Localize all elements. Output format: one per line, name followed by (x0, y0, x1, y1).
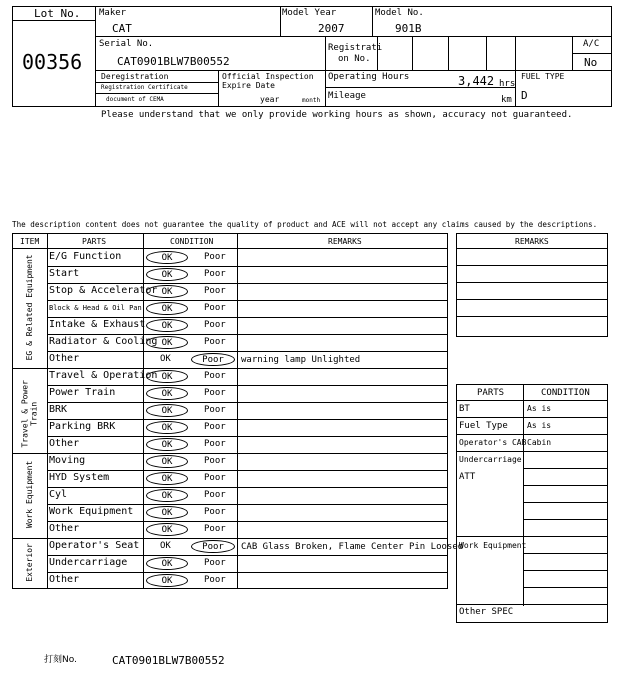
cema-label: document of CEMA (106, 96, 164, 103)
poor-option: Poor (204, 303, 226, 313)
row-divider (456, 299, 608, 300)
ok-option: OK (160, 541, 171, 551)
divider (448, 36, 449, 70)
remarks-header: REMARKS (328, 237, 362, 246)
row-divider (47, 334, 448, 335)
part-name: Other (49, 438, 80, 449)
operating-hours-label: Operating Hours (328, 72, 410, 82)
divider (218, 70, 219, 107)
row-divider (12, 368, 448, 369)
ok-option: OK (146, 489, 188, 502)
ac-value: No (584, 56, 598, 69)
part-name: Stop & Accelerator (49, 285, 158, 296)
row-divider (12, 453, 448, 454)
part-name: Moving (49, 455, 86, 466)
divider (95, 93, 218, 94)
right-part-name: Undercarriage (459, 455, 522, 464)
ok-option: OK (146, 251, 188, 264)
lot-label: Lot No. (34, 7, 81, 20)
divider (325, 70, 612, 71)
ok-option: OK (146, 438, 188, 451)
divider (12, 20, 95, 21)
ac-label: A/C (583, 39, 600, 49)
part-name: BRK (49, 404, 68, 415)
right-part-condition: As is (527, 421, 552, 430)
row-divider (523, 519, 608, 520)
item-header: ITEM (20, 237, 40, 246)
divider (377, 36, 378, 70)
poor-option: Poor (204, 286, 226, 296)
operating-hours-value: 3,442 (458, 74, 495, 88)
divider (515, 36, 516, 107)
poor-option: Poor (204, 252, 226, 262)
row-divider (47, 487, 448, 488)
row-divider (47, 419, 448, 420)
part-name: Intake & Exhaust (49, 319, 146, 330)
divider (95, 82, 218, 83)
row-divider (47, 470, 448, 471)
part-name: Power Train (49, 387, 116, 398)
row-divider (456, 282, 608, 283)
divider (572, 53, 612, 54)
divider (572, 36, 573, 70)
poor-option: Poor (204, 473, 226, 483)
row-divider (456, 536, 608, 537)
right-condition-header: CONDITION (541, 388, 590, 398)
poor-option: Poor (204, 388, 226, 398)
group-label: EG & Related Equipment (24, 253, 34, 360)
poor-option: Poor (204, 490, 226, 500)
part-name: Travel & Operation (49, 370, 158, 381)
registration-label-2: on No. (338, 54, 371, 64)
inspection-label: Official Inspection (222, 72, 314, 81)
row-divider (47, 555, 448, 556)
part-name: Other (49, 574, 80, 585)
poor-option: Poor (204, 320, 226, 330)
right-part-name: ATT (459, 472, 476, 482)
inspection-label-2: Expire Date (222, 81, 275, 90)
part-name: Parking BRK (49, 421, 116, 432)
ok-option: OK (146, 472, 188, 485)
poor-option: Poor (204, 456, 226, 466)
right-parts-header: PARTS (477, 388, 505, 398)
ok-option: OK (146, 319, 188, 332)
row-divider (456, 451, 608, 452)
model-no-value: 901B (395, 22, 422, 35)
row-divider (47, 436, 448, 437)
poor-option: Poor (204, 269, 226, 279)
group-label: Travel & Power Train (20, 379, 38, 448)
row-divider (47, 572, 448, 573)
part-name: Other (49, 353, 80, 364)
maker-value: CAT (112, 22, 132, 35)
poor-option: Poor (204, 524, 226, 534)
poor-option: Poor (204, 405, 226, 415)
ok-option: OK (146, 285, 188, 298)
divider (95, 36, 612, 37)
row-divider (523, 570, 608, 571)
model-no-label: Model No. (375, 8, 424, 18)
ok-option: OK (146, 404, 188, 417)
poor-option: Poor (204, 371, 226, 381)
disclaimer: The description content does not guarantee the quality of product and ACE will not accept any claims caused by the descriptions. (12, 220, 598, 229)
work-equipment-label: Work Equipment (459, 541, 527, 550)
group-label: Exterior (24, 542, 34, 582)
hrs-label: hrs (499, 79, 516, 89)
ok-option: OK (146, 387, 188, 400)
ok-option: OK (160, 354, 171, 364)
part-name: Radiator & Cooling (49, 336, 158, 347)
row-divider (47, 351, 448, 352)
row-divider (523, 468, 608, 469)
ok-option: OK (146, 523, 188, 536)
other-spec-label: Other SPEC (459, 607, 514, 617)
registration-certificate-label: Registration Certificate (101, 84, 188, 91)
row-divider (523, 485, 608, 486)
group-label: Work Equipment (24, 460, 34, 528)
part-name: Operator's Seat (49, 540, 140, 551)
row-divider (47, 521, 448, 522)
divider (280, 6, 281, 36)
ok-option: OK (146, 421, 188, 434)
row-divider (523, 502, 608, 503)
model-year-label: Model Year (282, 8, 337, 18)
divider (12, 248, 448, 249)
divider (237, 233, 238, 589)
divider (372, 6, 373, 36)
part-name: E/G Function (49, 251, 122, 262)
ok-option: OK (146, 557, 188, 570)
right-part-name: Operator's CAB (459, 438, 527, 447)
right-remarks-header: REMARKS (515, 237, 549, 246)
row-divider (47, 402, 448, 403)
model-year-value: 2007 (318, 22, 345, 35)
mileage-label: Mileage (328, 91, 366, 101)
row-divider (47, 283, 448, 284)
poor-option: Poor (204, 337, 226, 347)
part-name: Cyl (49, 489, 68, 500)
right-part-condition: Cabin (527, 438, 552, 447)
poor-option: Poor (204, 439, 226, 449)
poor-option: Poor (191, 540, 235, 553)
right-part-name: Fuel Type (459, 421, 508, 431)
row-divider (12, 538, 448, 539)
poor-option: Poor (204, 558, 226, 568)
part-name: Undercarriage (49, 557, 128, 568)
row-divider (456, 604, 608, 605)
divider (47, 233, 48, 589)
row-divider (456, 400, 608, 401)
condition-header: CONDITION (170, 237, 214, 246)
right-part-condition: As is (527, 404, 552, 413)
part-name: Block & Head & Oil Pan (49, 304, 142, 312)
divider (325, 36, 326, 107)
poor-option: Poor (204, 422, 226, 432)
row-divider (523, 587, 608, 588)
row-divider (47, 504, 448, 505)
row-divider (523, 553, 608, 554)
row-divider (47, 266, 448, 267)
fuel-type-value: D (521, 89, 528, 102)
stamp-number: CAT0901BLW7B00552 (112, 654, 225, 667)
year-label: year (260, 95, 280, 104)
divider (95, 6, 96, 107)
row-divider (456, 316, 608, 317)
month-label: month (302, 97, 321, 104)
deregistration-label: Deregistration (101, 72, 169, 81)
ok-option: OK (146, 455, 188, 468)
part-name: Work Equipment (49, 506, 134, 517)
row-divider (47, 385, 448, 386)
row-divider (47, 300, 448, 301)
ok-option: OK (146, 574, 188, 587)
ok-option: OK (146, 302, 188, 315)
row-divider (456, 417, 608, 418)
remark-text: warning lamp Unlighted (241, 355, 361, 365)
serial-label: Serial No. (99, 39, 154, 49)
fuel-type-label: FUEL TYPE (521, 72, 565, 81)
ok-option: OK (146, 268, 188, 281)
part-name: HYD System (49, 472, 110, 483)
divider (486, 36, 487, 70)
poor-option: Poor (204, 507, 226, 517)
part-name: Other (49, 523, 80, 534)
poor-option: Poor (204, 575, 226, 585)
lot-number: 00356 (22, 50, 83, 74)
maker-label: Maker (99, 8, 127, 18)
ok-option: OK (146, 506, 188, 519)
divider (95, 70, 325, 71)
row-divider (456, 434, 608, 435)
ok-option: OK (146, 370, 188, 383)
poor-option: Poor (191, 353, 235, 366)
row-divider (456, 248, 608, 249)
ok-option: OK (146, 336, 188, 349)
remark-text: CAB Glass Broken, Flame Center Pin Loosed (241, 542, 464, 552)
serial-value: CAT0901BLW7B00552 (117, 55, 230, 68)
registration-label: Registrati (328, 43, 383, 53)
part-name: Start (49, 268, 80, 279)
hours-note: Please understand that we only provide working hours as shown, accuracy not guaranteed. (101, 110, 573, 120)
stamp-label: 打刻No. (44, 655, 77, 665)
parts-header: PARTS (82, 237, 107, 246)
row-divider (47, 317, 448, 318)
km-label: km (501, 95, 512, 105)
row-divider (456, 265, 608, 266)
divider (412, 36, 413, 70)
right-part-name: BT (459, 404, 470, 414)
